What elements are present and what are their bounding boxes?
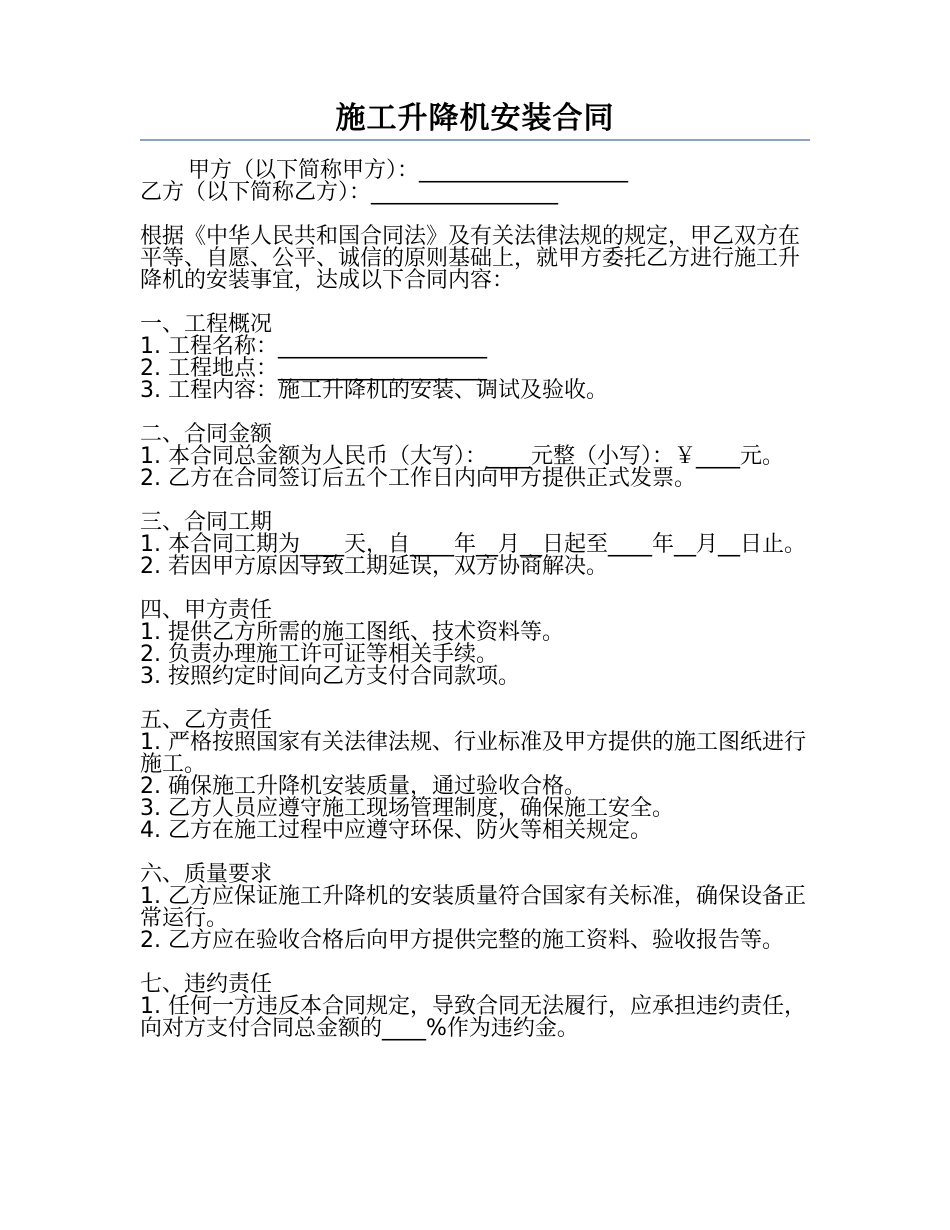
spacer (140, 688, 810, 710)
section-heading: 二、合同金额 (140, 422, 273, 447)
section-item: 3. 按照约定时间向乙方支付合同款项。 (140, 664, 520, 689)
section-item: 3. 工程内容：施工升降机的安装、调试及验收。 (140, 378, 608, 403)
section-item: 2. 乙方在合同签订后五个工作日内向甲方提供正式发票。 (140, 466, 696, 491)
section-item: 3. 乙方人员应遵守施工现场管理制度，确保施工安全。 (140, 796, 674, 821)
spacer (140, 490, 810, 512)
section-item: 1. 本合同总金额为人民币（大写）：____元整（小写）：￥____元。 (140, 444, 784, 469)
party-b-line: 乙方（以下简称乙方）：_________________ (140, 180, 559, 205)
section-item: 2. 确保施工升降机安装质量，通过验收合格。 (140, 774, 586, 799)
section-item: 1. 乙方应保证施工升降机的安装质量符合国家有关标准，确保设备正常运行。 (140, 884, 806, 931)
section-item: 2. 乙方应在验收合格后向甲方提供完整的施工资料、验收报告等。 (140, 928, 784, 953)
section-heading: 三、合同工期 (140, 510, 273, 535)
spacer (140, 842, 810, 864)
document-title: 施工升降机安装合同 (335, 101, 615, 136)
section-item: 1. 任何一方违反本合同规定，导致合同无法履行，应承担违约责任，向对方支付合同总金额的____%作为违约金。 (140, 994, 806, 1041)
section-heading: 一、工程概况 (140, 312, 273, 337)
spacer (140, 402, 810, 424)
preamble-paragraph: 根据《中华人民共和国合同法》及有关法律法规的规定，甲乙双方在平等、自愿、公平、诚信的原则基础上，就甲方委托乙方进行施工升降机的安装事宜，达成以下合同内容： (140, 224, 801, 293)
section-item: 1. 严格按照国家有关法律法规、行业标准及甲方提供的施工图纸进行施工。 (140, 730, 806, 777)
title-underline (140, 139, 810, 141)
section-item: 1. 工程名称：___________________ (140, 334, 487, 359)
section-heading: 四、甲方责任 (140, 598, 273, 623)
section-item: 2. 若因甲方原因导致工期延误，双方协商解决。 (140, 554, 608, 579)
section-heading: 六、质量要求 (140, 862, 273, 887)
spacer (140, 204, 810, 226)
section-heading: 七、违约责任 (140, 972, 273, 997)
section-item: 2. 负责办理施工许可证等相关手续。 (140, 642, 498, 667)
spacer (140, 952, 810, 974)
section-item: 1. 提供乙方所需的施工图纸、技术资料等。 (140, 620, 564, 645)
section-item: 2. 工程地点：___________________ (140, 356, 487, 381)
section-item: 4. 乙方在施工过程中应遵守环保、防火等相关规定。 (140, 818, 652, 843)
party-a-line: 甲方（以下简称甲方）：___________________ (188, 158, 629, 183)
section-item: 1. 本合同工期为____天，自____年__月__日起至____年__月__日止。 (140, 532, 806, 557)
spacer (140, 578, 810, 600)
section-heading: 五、乙方责任 (140, 708, 273, 733)
document-body (140, 160, 810, 1040)
spacer (140, 292, 810, 314)
